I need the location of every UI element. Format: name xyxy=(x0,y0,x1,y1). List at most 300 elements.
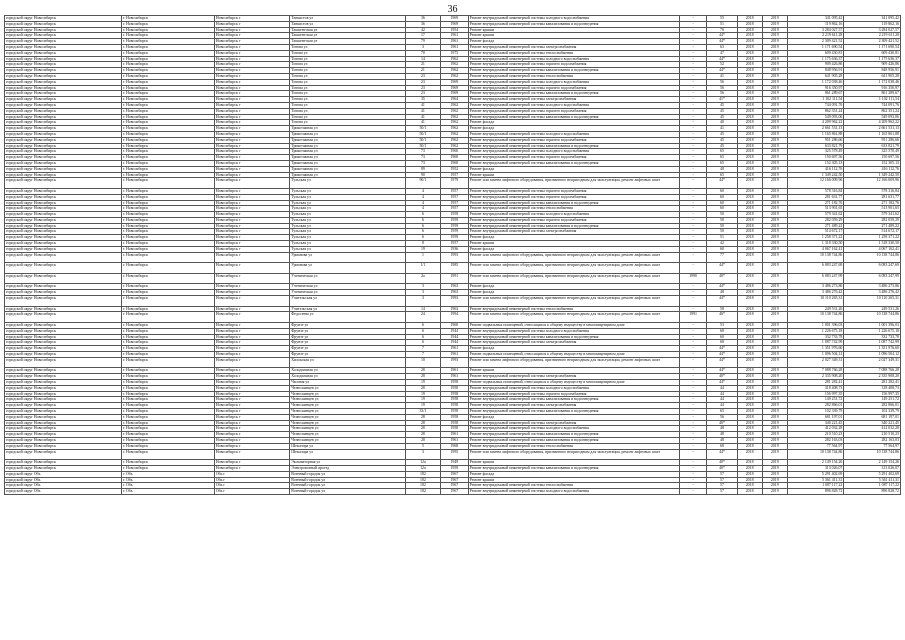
cell-end_year: 2019 xyxy=(762,460,787,466)
cell-house: 4 xyxy=(405,188,440,194)
cell-municipality: городской округ Новосибирск xyxy=(5,352,122,358)
cell-end_year: 2019 xyxy=(762,194,787,200)
cell-cost: 609 430,81 xyxy=(787,50,844,56)
cell-settlement: Новосибирск г xyxy=(214,334,289,340)
cell-cost_total: 313 026,07 xyxy=(844,465,901,471)
cell-settlement: Обь г xyxy=(214,489,289,495)
cell-cost: 5 291 402,69 xyxy=(787,471,844,477)
cell-cost_year: 60 xyxy=(707,194,737,200)
cell-cost_total: 7 088 766,28 xyxy=(844,368,901,374)
cell-street: Тульская ул xyxy=(290,212,406,218)
cell-municipality: городской округ Новосибирск xyxy=(5,403,122,409)
cell-work: Ремонт внутридомовой инженерной системы электроснабжения xyxy=(468,44,679,50)
cell-house: 6 xyxy=(405,323,440,329)
cell-street: Челюскинцев ул xyxy=(290,437,406,443)
cell-end_year: 2019 xyxy=(762,102,787,108)
cell-year: 1961 xyxy=(441,346,469,352)
cell-locality: г. Новосибирск xyxy=(121,73,214,79)
cell-cost_total: 3 284 027,57 xyxy=(844,27,901,33)
cell-end_year: 2019 xyxy=(762,273,787,284)
cell-settlement: Обь г xyxy=(214,471,289,477)
cell-locality: г. Новосибирск xyxy=(121,137,214,143)
cell-municipality: городской округ Новосибирск xyxy=(5,27,122,33)
cell-cost_year: 56 xyxy=(707,414,737,420)
cell-year: 1962 xyxy=(441,56,469,62)
cell-start_year: 2018 xyxy=(737,108,762,114)
cell-work: Ремонт внутридомовой инженерной системы холодного водоснабжения xyxy=(468,56,679,62)
cell-start_year: 2018 xyxy=(737,56,762,62)
cell-area: - xyxy=(679,212,707,218)
cell-end_year: 2019 xyxy=(762,312,787,323)
cell-cost: 4 209 962,22 xyxy=(787,120,844,126)
cell-cost_year: 45 xyxy=(707,143,737,149)
table-row xyxy=(5,178,901,189)
cell-municipality: городской округ Новосибирск xyxy=(5,73,122,79)
cell-work: Ремонт внутридомовой инженерной системы электроснабжения xyxy=(468,340,679,346)
cell-settlement: Новосибирск г xyxy=(214,73,289,79)
cell-cost_year: 40* xyxy=(707,374,737,380)
cell-end_year: 2019 xyxy=(762,91,787,97)
cell-settlement: Новосибирск г xyxy=(214,352,289,358)
cell-settlement: Новосибирск г xyxy=(214,166,289,172)
cell-municipality: городской округ Новосибирск xyxy=(5,328,122,334)
cell-house: 12а xyxy=(405,465,440,471)
cell-start_year: 2018 xyxy=(737,50,762,56)
cell-house: 3 xyxy=(405,284,440,290)
cell-cost: 1 258 371,22 xyxy=(787,235,844,241)
cell-cost: 2 309 421,52 xyxy=(787,39,844,45)
cell-municipality: городской округ Новосибирск xyxy=(5,334,122,340)
cell-locality: г. Новосибирск xyxy=(121,460,214,466)
cell-year: 1962 xyxy=(441,126,469,132)
cell-municipality: городской округ Новосибирск xyxy=(5,432,122,438)
cell-area: - xyxy=(679,284,707,290)
cell-work: Ремонт фасада xyxy=(468,471,679,477)
cell-municipality: городской округ Новосибирск xyxy=(5,391,122,397)
cell-cost_total: 579 341,62 xyxy=(844,212,901,218)
cell-end_year: 2019 xyxy=(762,489,787,495)
cell-municipality: городской округ Новосибирск xyxy=(5,449,122,460)
cell-cost_year: 45 xyxy=(707,137,737,143)
cell-area: - xyxy=(679,346,707,352)
cell-area: - xyxy=(679,143,707,149)
cell-house: 50/1 xyxy=(405,143,440,149)
cell-cost_year: 44* xyxy=(707,296,737,307)
cell-settlement: Новосибирск г xyxy=(214,357,289,368)
cell-start_year: 2018 xyxy=(737,437,762,443)
cell-area: - xyxy=(679,85,707,91)
cell-cost_year: 40* xyxy=(707,273,737,284)
cell-street: Тульская ул xyxy=(290,178,406,189)
cell-start_year: 2018 xyxy=(737,357,762,368)
cell-cost_year: 60 xyxy=(707,206,737,212)
cell-cost_year: 57 xyxy=(707,477,737,483)
cell-house: 19 xyxy=(405,391,440,397)
cell-cost_total: 2 149 154,26 xyxy=(844,460,901,466)
cell-start_year: 2018 xyxy=(737,284,762,290)
cell-cost: 848 956,91 xyxy=(787,68,844,74)
cell-cost: 281 631,77 xyxy=(787,194,844,200)
cell-area: - xyxy=(679,403,707,409)
cell-end_year: 2019 xyxy=(762,16,787,22)
cell-street: Тульская ул xyxy=(290,200,406,206)
cell-municipality: городской округ Новосибирск xyxy=(5,91,122,97)
cell-municipality: городской округ Новосибирск xyxy=(5,252,122,263)
cell-work: Ремонт внутридомовой инженерной системы канализования и водоотведения xyxy=(468,68,679,74)
cell-start_year: 2018 xyxy=(737,334,762,340)
cell-settlement: Новосибирск г xyxy=(214,284,289,290)
cell-area: - xyxy=(679,62,707,68)
cell-cost_total: 1 165 861,88 xyxy=(844,131,901,137)
cell-street: Трикотажная ул xyxy=(290,137,406,143)
cell-year: 1954 xyxy=(441,27,469,33)
cell-work: Ремонт внутридомовой инженерной системы холодного водоснабжения xyxy=(468,328,679,334)
cell-start_year: 2018 xyxy=(737,131,762,137)
cell-year: 1962 xyxy=(441,102,469,108)
cell-municipality: городской округ Новосибирск xyxy=(5,33,122,39)
cell-settlement: Новосибирск г xyxy=(214,200,289,206)
cell-house: 6 xyxy=(405,235,440,241)
cell-cost: 1 165 861,88 xyxy=(787,131,844,137)
cell-area: - xyxy=(679,420,707,426)
cell-cost_year: 68 xyxy=(707,443,737,449)
cell-house: 28 xyxy=(405,437,440,443)
cell-start_year: 2018 xyxy=(737,465,762,471)
cell-cost_year: 42 xyxy=(707,241,737,247)
cell-end_year: 2019 xyxy=(762,284,787,290)
cell-locality: г. Новосибирск xyxy=(121,68,214,74)
cell-locality: г. Новосибирск xyxy=(121,206,214,212)
cell-house: 73 xyxy=(405,160,440,166)
cell-cost: 156 997,35 xyxy=(787,391,844,397)
cell-work: Ремонт внутридомовой инженерной системы холодного водоснабжения xyxy=(468,489,679,495)
cell-cost_year: 45 xyxy=(707,114,737,120)
cell-cost: 513 901,65 xyxy=(787,206,844,212)
cell-street: Фрунзе ул xyxy=(290,340,406,346)
cell-locality: г. Новосибирск xyxy=(121,188,214,194)
cell-year: 1967 xyxy=(441,477,469,483)
cell-year: 1958 xyxy=(441,397,469,403)
cell-cost_total: 10 110 265,31 xyxy=(844,296,901,307)
cell-end_year: 2019 xyxy=(762,21,787,27)
cell-cost_total: 416 112,76 xyxy=(844,166,901,172)
cell-municipality: городской округ Новосибирск xyxy=(5,357,122,368)
cell-cost: 951 286,66 xyxy=(787,137,844,143)
cell-cost: 909 426,86 xyxy=(787,62,844,68)
cell-end_year: 2019 xyxy=(762,235,787,241)
cell-area: - xyxy=(679,426,707,432)
cell-cost: 313 026,07 xyxy=(787,465,844,471)
cell-end_year: 2019 xyxy=(762,352,787,358)
cell-cost_total: 281 282,41 xyxy=(844,380,901,386)
cell-year: 1959 xyxy=(441,217,469,223)
cell-cost: 12 166 009,96 xyxy=(787,178,844,189)
cell-settlement: Новосибирск г xyxy=(214,312,289,323)
cell-cost_year: 44* xyxy=(707,56,737,62)
cell-cost_year: 41 xyxy=(707,126,737,132)
cell-end_year: 2019 xyxy=(762,172,787,178)
cell-cost: 633 821,79 xyxy=(787,143,844,149)
cell-cost_total: 1 087 117,22 xyxy=(844,483,901,489)
cell-settlement: Новосибирск г xyxy=(214,223,289,229)
cell-locality: г. Новосибирск xyxy=(121,273,214,284)
cell-municipality: городской округ Новосибирск xyxy=(5,306,122,312)
cell-year: 1957 xyxy=(441,188,469,194)
cell-year: 1959 xyxy=(441,465,469,471)
cell-end_year: 2019 xyxy=(762,56,787,62)
cell-start_year: 2018 xyxy=(737,172,762,178)
cell-municipality: городской округ Новосибирск xyxy=(5,166,122,172)
cell-cost_total: 1 096 504,12 xyxy=(844,352,901,358)
cell-area: - xyxy=(679,188,707,194)
cell-work: Ремонт внутридомовой инженерной системы канализования и водоотведения xyxy=(468,21,679,27)
cell-settlement: Новосибирск г xyxy=(214,241,289,247)
cell-settlement: Новосибирск г xyxy=(214,217,289,223)
cell-cost_total: 102 339,79 xyxy=(844,408,901,414)
cell-cost: 10 138 744,86 xyxy=(787,252,844,263)
cell-locality: г. Новосибирск xyxy=(121,50,214,56)
cell-municipality: городской округ Новосибирск xyxy=(5,56,122,62)
cell-end_year: 2019 xyxy=(762,108,787,114)
cell-municipality: городской округ Новосибирск xyxy=(5,437,122,443)
cell-settlement: Новосибирск г xyxy=(214,126,289,132)
cell-start_year: 2018 xyxy=(737,263,762,274)
cell-house: 23 xyxy=(405,91,440,97)
cell-locality: г. Новосибирск xyxy=(121,346,214,352)
cell-year: 1958 xyxy=(441,391,469,397)
cell-municipality: городской округ Новосибирск xyxy=(5,114,122,120)
cell-cost: 916 350,97 xyxy=(787,85,844,91)
cell-municipality: городской округ Новосибирск xyxy=(5,120,122,126)
cell-street: Экскаваторная ул xyxy=(290,460,406,466)
cell-work: Ремонт внутридомовой инженерной системы электроснабжения xyxy=(468,229,679,235)
table-row xyxy=(5,489,901,495)
cell-cost_total: 2 027 349,31 xyxy=(844,357,901,368)
cell-end_year: 2019 xyxy=(762,39,787,45)
cell-locality: г. Новосибирск xyxy=(121,374,214,380)
cell-cost: 6 083 247,99 xyxy=(787,273,844,284)
cell-work: Ремонт внутридомовой инженерной системы теплоснабжения xyxy=(468,306,679,312)
cell-settlement: Новосибирск г xyxy=(214,16,289,22)
cell-cost_year: 50 xyxy=(707,217,737,223)
cell-locality: г. Новосибирск xyxy=(121,149,214,155)
cell-area: - xyxy=(679,385,707,391)
cell-cost: 1 102 111,54 xyxy=(787,97,844,103)
cell-end_year: 2019 xyxy=(762,166,787,172)
cell-municipality: городской округ Новосибирск xyxy=(5,97,122,103)
cell-cost_total: 1 171 690,54 xyxy=(844,44,901,50)
cell-cost_year: 60 xyxy=(707,246,737,252)
cell-settlement: Новосибирск г xyxy=(214,91,289,97)
cell-settlement: Новосибирск г xyxy=(214,97,289,103)
cell-house: 182 xyxy=(405,489,440,495)
cell-start_year: 2018 xyxy=(737,91,762,97)
cell-house: 50/1 xyxy=(405,137,440,143)
cell-settlement: Новосибирск г xyxy=(214,39,289,45)
cell-start_year: 2018 xyxy=(737,443,762,449)
cell-work: Ремонт подвальных помещений, относящихся к общему имуществу в многоквартирном доме xyxy=(468,352,679,358)
table-row xyxy=(5,449,901,460)
cell-settlement: Новосибирск г xyxy=(214,194,289,200)
cell-cost_year: 40* xyxy=(707,465,737,471)
cell-locality: г. Новосибирск xyxy=(121,391,214,397)
cell-year: 1964 xyxy=(441,97,469,103)
cell-cost_total: 1 226 675,18 xyxy=(844,328,901,334)
cell-cost_year: 44* xyxy=(707,357,737,368)
cell-street: Тульская ул xyxy=(290,246,406,252)
cell-cost_year: 51 xyxy=(707,21,737,27)
cell-house: 36 xyxy=(405,16,440,22)
cell-work: Ремонт внутридомовой инженерной системы канализования и водоотведения xyxy=(468,223,679,229)
cell-end_year: 2019 xyxy=(762,414,787,420)
cell-end_year: 2019 xyxy=(762,44,787,50)
cell-area: - xyxy=(679,290,707,296)
cell-street: Тульская ул xyxy=(290,206,406,212)
cell-locality: г. Новосибирск xyxy=(121,85,214,91)
cell-house: 7 xyxy=(405,352,440,358)
cell-work: Ремонт внутридомовой инженерной системы канализования и водоотведения xyxy=(468,200,679,206)
cell-settlement: Новосибирск г xyxy=(214,50,289,56)
cell-year: 1963 xyxy=(441,290,469,296)
cell-settlement: Новосибирск г xyxy=(214,460,289,466)
cell-street: Учительская ул xyxy=(290,296,406,307)
cell-start_year: 2018 xyxy=(737,391,762,397)
cell-work: Ремонт или замена лифтового оборудования, признанного непригодным для эксплуатации, ремонт лифтовых шахт xyxy=(468,449,679,460)
cell-start_year: 2018 xyxy=(737,166,762,172)
cell-cost_total: 951 286,66 xyxy=(844,137,901,143)
cell-cost: 2 027 349,31 xyxy=(787,357,844,368)
cell-work: Ремонт внутридомовой инженерной системы электроснабжения xyxy=(468,374,679,380)
cell-work: Ремонт внутридомовой инженерной системы холодного водоснабжения xyxy=(468,149,679,155)
cell-street: Челюскинцев ул xyxy=(290,408,406,414)
cell-start_year: 2018 xyxy=(737,483,762,489)
cell-area: - xyxy=(679,368,707,374)
cell-street: Ученическая ул xyxy=(290,273,406,284)
cell-house: 42 xyxy=(405,27,440,33)
cell-settlement: Новосибирск г xyxy=(214,328,289,334)
cell-area: - xyxy=(679,131,707,137)
cell-cost_year: 44* xyxy=(707,352,737,358)
cell-locality: г. Новосибирск xyxy=(121,420,214,426)
cell-start_year: 2018 xyxy=(737,306,762,312)
cell-work: Ремонт внутридомовой инженерной системы горячего водоснабжения xyxy=(468,108,679,114)
cell-municipality: городской округ Обь xyxy=(5,483,122,489)
cell-locality: г. Новосибирск xyxy=(121,368,214,374)
cell-work: Ремонт фасада xyxy=(468,290,679,296)
cell-cost_total: 281 631,77 xyxy=(844,194,901,200)
cell-cost_year: 44 xyxy=(707,397,737,403)
cell-street: Титова ул xyxy=(290,102,406,108)
cell-end_year: 2019 xyxy=(762,437,787,443)
cell-end_year: 2019 xyxy=(762,449,787,460)
cell-area: - xyxy=(679,241,707,247)
cell-end_year: 2019 xyxy=(762,263,787,274)
cell-municipality: городской округ Новосибирск xyxy=(5,188,122,194)
cell-year: 1969 xyxy=(441,91,469,97)
cell-house: 182 xyxy=(405,483,440,489)
cell-street: Титова ул xyxy=(290,68,406,74)
cell-locality: г. Новосибирск xyxy=(121,403,214,409)
cell-year: 1963 xyxy=(441,284,469,290)
cell-area: - xyxy=(679,91,707,97)
cell-end_year: 2019 xyxy=(762,97,787,103)
cell-house: 19 xyxy=(405,397,440,403)
cell-cost_year: 77 xyxy=(707,252,737,263)
cell-year: 1961 xyxy=(441,432,469,438)
cell-cost_year: 50 xyxy=(707,223,737,229)
cell-cost: 102 339,79 xyxy=(787,408,844,414)
cell-municipality: городской округ Новосибирск xyxy=(5,102,122,108)
cell-house: 28 xyxy=(405,420,440,426)
cell-locality: г. Обь xyxy=(121,483,214,489)
cell-cost_total: 5 291 402,69 xyxy=(844,471,901,477)
cell-municipality: городской округ Новосибирск xyxy=(5,290,122,296)
cell-work: Ремонт внутридомовой инженерной системы горячего водоснабжения xyxy=(468,391,679,397)
cell-locality: г. Новосибирск xyxy=(121,200,214,206)
cell-locality: г. Обь xyxy=(121,477,214,483)
cell-cost_total: 3 486 276,42 xyxy=(844,290,901,296)
cell-area: - xyxy=(679,449,707,460)
cell-locality: г. Новосибирск xyxy=(121,62,214,68)
cell-locality: г. Новосибирск xyxy=(121,33,214,39)
cell-municipality: городской округ Новосибирск xyxy=(5,241,122,247)
cell-start_year: 2018 xyxy=(737,290,762,296)
cell-street: Челюскинцев ул xyxy=(290,391,406,397)
cell-locality: г. Новосибирск xyxy=(121,172,214,178)
cell-year: 1962 xyxy=(441,137,469,143)
cell-area: - xyxy=(679,137,707,143)
cell-locality: г. Новосибирск xyxy=(121,131,214,137)
cell-settlement: Новосибирск г xyxy=(214,443,289,449)
cell-settlement: Новосибирск г xyxy=(214,426,289,432)
cell-locality: г. Новосибирск xyxy=(121,21,214,27)
cell-cost_total: 210 510,23 xyxy=(844,432,901,438)
cell-end_year: 2019 xyxy=(762,323,787,329)
cell-year: 1958 xyxy=(441,403,469,409)
cell-cost_year: 44* xyxy=(707,368,737,374)
cell-settlement: Новосибирск г xyxy=(214,79,289,85)
cell-start_year: 2018 xyxy=(737,149,762,155)
cell-area: - xyxy=(679,483,707,489)
cell-street: Титова ул xyxy=(290,85,406,91)
cell-locality: г. Новосибирск xyxy=(121,39,214,45)
cell-area: 1990 xyxy=(679,273,707,284)
cell-cost: 2 335 908,20 xyxy=(787,374,844,380)
cell-municipality: городской округ Новосибирск xyxy=(5,223,122,229)
cell-cost_year: 68 xyxy=(707,340,737,346)
cell-street: Титова ул xyxy=(290,108,406,114)
cell-street: Титова ул xyxy=(290,120,406,126)
cell-area: - xyxy=(679,39,707,45)
cell-house: 6 xyxy=(405,229,440,235)
cell-start_year: 2018 xyxy=(737,296,762,307)
cell-cost: 210 510,23 xyxy=(787,432,844,438)
cell-municipality: городской округ Новосибирск xyxy=(5,385,122,391)
cell-settlement: Новосибирск г xyxy=(214,44,289,50)
cell-start_year: 2018 xyxy=(737,39,762,45)
cell-house: 19 xyxy=(405,403,440,409)
cell-cost_year: 46* xyxy=(707,312,737,323)
cell-cost_year: 48 xyxy=(707,426,737,432)
cell-work: Ремонт внутридомовой инженерной системы электроснабжения xyxy=(468,420,679,426)
cell-settlement: Новосибирск г xyxy=(214,33,289,39)
cell-cost: 862 351,24 xyxy=(787,108,844,114)
cell-start_year: 2018 xyxy=(737,188,762,194)
cell-municipality: городской округ Новосибирск xyxy=(5,178,122,189)
cell-end_year: 2019 xyxy=(762,217,787,223)
cell-year: 1959 xyxy=(441,235,469,241)
cell-municipality: городской округ Новосибирск xyxy=(5,312,122,323)
